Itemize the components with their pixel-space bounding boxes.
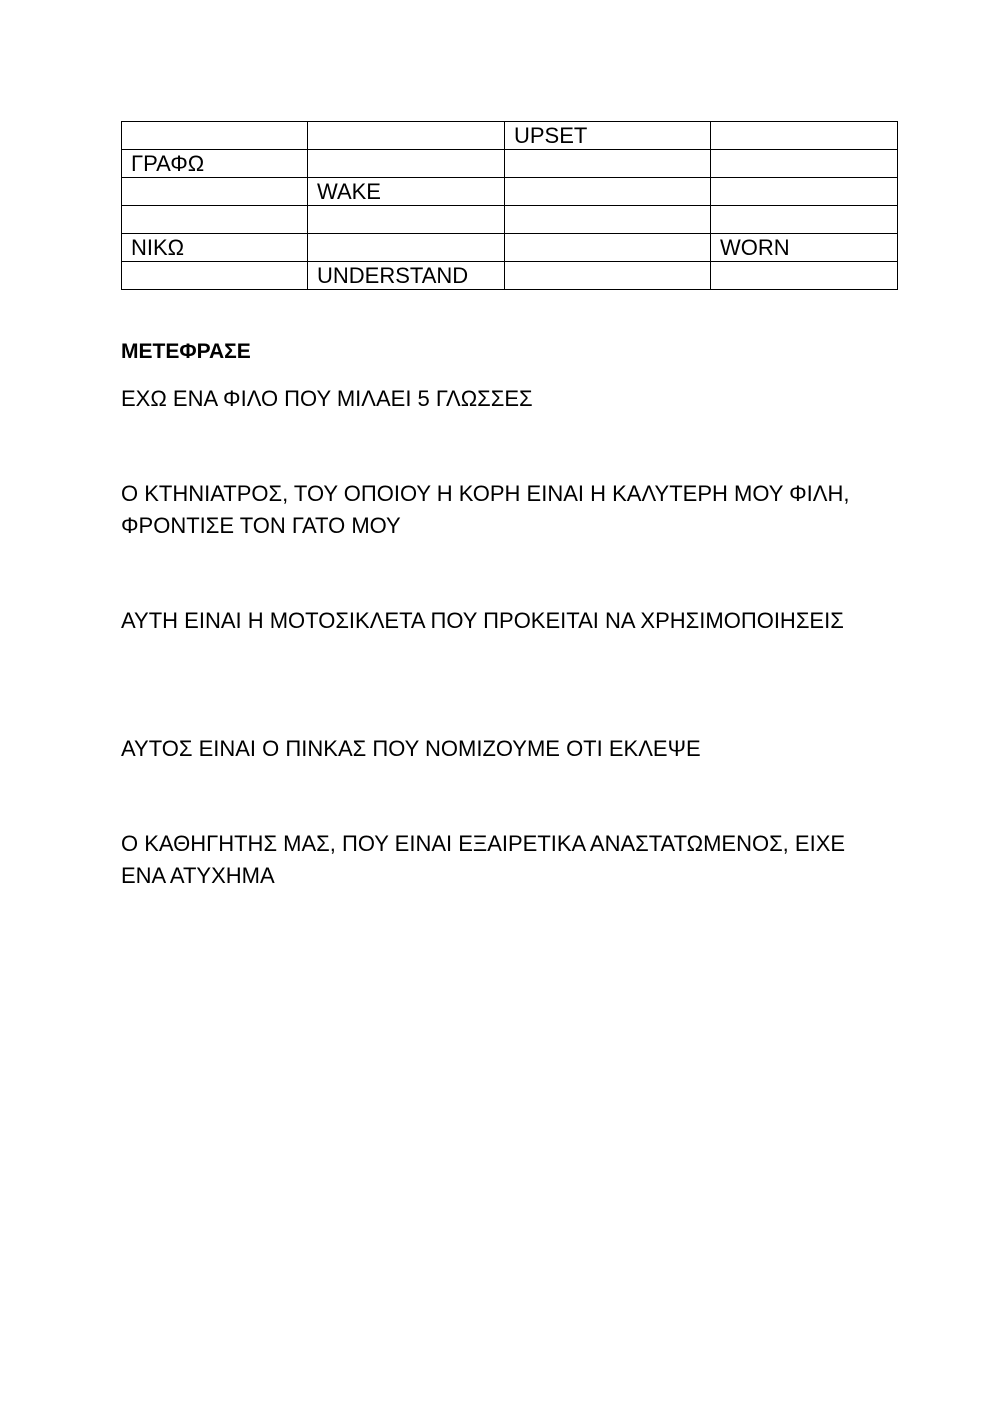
table-row [122, 122, 898, 150]
table-cell [505, 178, 711, 206]
table-cell: WAKE [308, 178, 505, 206]
table-cell [711, 178, 898, 206]
verb-forms-table [121, 121, 898, 290]
table-cell [711, 150, 898, 178]
table-cell [308, 122, 505, 150]
translation-sentence: ΑΥΤΗ ΕΙΝΑΙ Η ΜΟΤΟΣΙΚΛΕΤΑ ΠΟΥ ΠΡΟΚΕΙΤΑΙ ΝΑ ΧΡΗΣΙΜΟΠΟΙΗΣΕΙΣ [121, 608, 844, 633]
table-cell: ΓΡΑΦΩ [122, 150, 308, 178]
table-cell: ΝΙΚΩ [122, 234, 308, 262]
table-cell [122, 206, 308, 234]
translation-sentence: ΕΧΩ ΕΝΑ ΦΙΛΟ ΠΟΥ ΜΙΛΑΕΙ 5 ΓΛΩΣΣΕΣ [121, 386, 533, 411]
translation-heading: ΜΕΤΕΦΡΑΣΕ [121, 340, 251, 363]
table-row [122, 262, 898, 290]
translation-sentence: Ο ΚΤΗΝΙΑΤΡΟΣ, ΤΟΥ ΟΠΟΙΟΥ Η ΚΟΡΗ ΕΙΝΑΙ Η ΚΑΛΥΤΕΡΗ ΜΟΥ ΦΙΛΗ, ΦΡΟΝΤΙΣΕ ΤΟΝ ΓΑΤΟ ΜΟΥ [121, 481, 850, 538]
table-cell [505, 262, 711, 290]
table-cell [711, 206, 898, 234]
table-cell [122, 122, 308, 150]
table-row [122, 206, 898, 234]
table-cell [711, 122, 898, 150]
table-cell [122, 178, 308, 206]
table-cell [505, 234, 711, 262]
table-cell [505, 150, 711, 178]
table-cell [308, 234, 505, 262]
table-cell [308, 150, 505, 178]
table-cell [122, 262, 308, 290]
translation-sentence: Ο ΚΑΘΗΓΗΤΗΣ ΜΑΣ, ΠΟΥ ΕΙΝΑΙ ΕΞΑΙΡΕΤΙΚΑ ΑΝΑΣΤΑΤΩΜΕΝΟΣ, ΕΙΧΕ ΕΝΑ ΑΤΥΧΗΜΑ [121, 831, 846, 888]
table-cell: WORN [711, 234, 898, 262]
table-cell [711, 262, 898, 290]
table-cell: UNDERSTAND [308, 262, 505, 290]
table-row [122, 150, 898, 178]
table-row [122, 178, 898, 206]
table-cell: UPSET [505, 122, 711, 150]
table-row [122, 234, 898, 262]
translation-sentence: ΑΥΤΟΣ ΕΙΝΑΙ Ο ΠΙΝΚΑΣ ΠΟΥ ΝΟΜΙΖΟΥΜΕ ΟΤΙ ΕΚΛΕΨΕ [121, 736, 701, 761]
table-cell [308, 206, 505, 234]
table-cell [505, 206, 711, 234]
